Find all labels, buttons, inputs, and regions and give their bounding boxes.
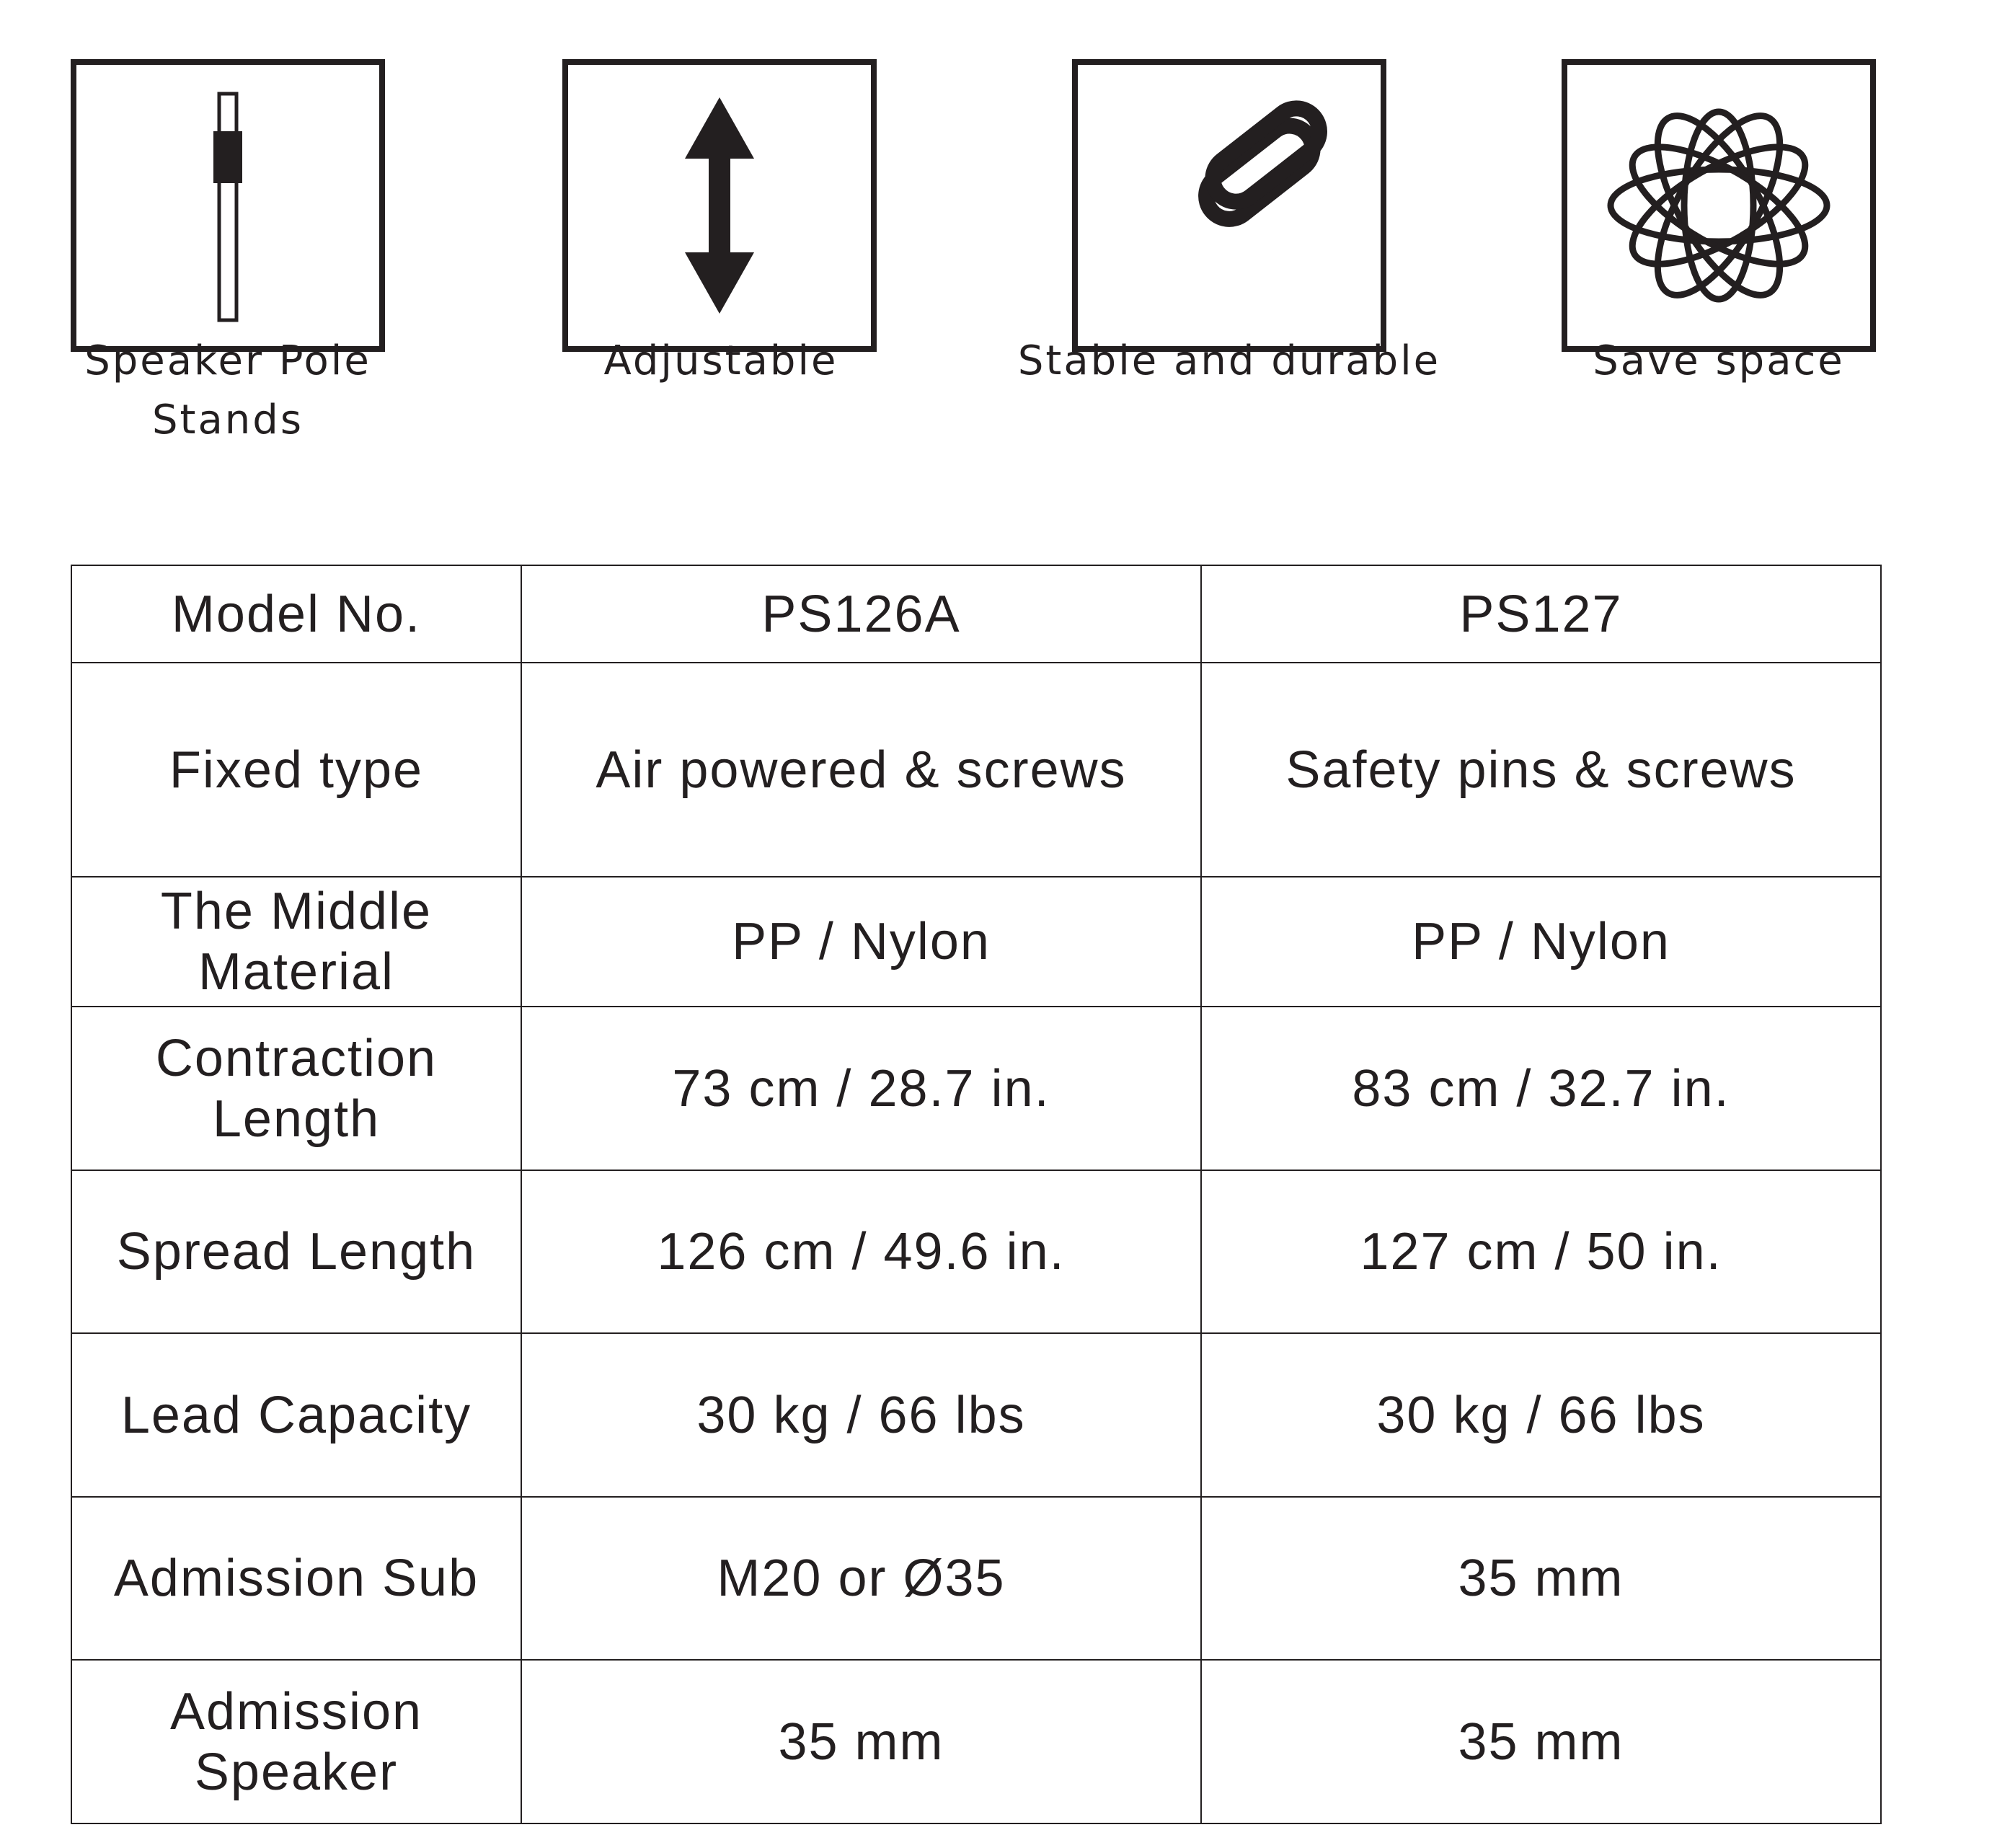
speaker-pole-icon (192, 87, 264, 324)
header-label-cell: Model No. (71, 565, 521, 663)
row-label-line2: Material (198, 943, 395, 1001)
row-value-cell: PP / Nylon (1201, 877, 1881, 1007)
feature-caption-speaker-pole (0, 332, 480, 450)
double-arrow-icon (676, 90, 763, 321)
knot-icon (1596, 90, 1841, 321)
chain-link-icon (1099, 97, 1359, 314)
row-value-cell: M20 or Ø35 (521, 1497, 1201, 1660)
feature-stable (1072, 59, 1386, 352)
table-row (71, 877, 1881, 1007)
feature-icon-frame (1072, 59, 1386, 352)
row-value-cell: 35 mm (1201, 1497, 1881, 1660)
feature-caption-adjustable (469, 332, 973, 391)
feature-speaker-pole (71, 59, 385, 352)
feature-label-line1: Stable and durable (1017, 337, 1441, 384)
row-value-cell: Air powered & screws (521, 663, 1201, 877)
table-row (71, 1007, 1881, 1170)
row-value-cell: PP / Nylon (521, 877, 1201, 1007)
feature-caption-save-space (1466, 332, 1971, 391)
row-value-cell: 35 mm (1201, 1660, 1881, 1823)
row-label-line2: Length (212, 1089, 381, 1148)
table-header-row (71, 565, 1881, 663)
feature-label-line1: Save space (1593, 337, 1845, 384)
row-label-line1: The Middle (160, 883, 433, 940)
row-value-cell: 30 kg / 66 lbs (1201, 1333, 1881, 1497)
row-label-line1: Admission Sub (113, 1549, 479, 1607)
row-value-cell: 73 cm / 28.7 in. (521, 1007, 1201, 1170)
table-row (71, 1170, 1881, 1333)
spec-table (71, 565, 1882, 1824)
row-label-line1: Lead Capacity (120, 1386, 472, 1444)
row-label-line2: Speaker (194, 1743, 399, 1801)
feature-save-space (1562, 59, 1876, 352)
row-value-cell: Safety pins & screws (1201, 663, 1881, 877)
row-label-cell (71, 663, 521, 877)
row-label-cell (71, 1170, 521, 1333)
table-row (71, 1333, 1881, 1497)
table-row (71, 1660, 1881, 1823)
feature-icon-frame (71, 59, 385, 352)
feature-adjustable (562, 59, 877, 352)
feature-label-line1: Adjustable (603, 337, 838, 384)
header-model-cell: PS126A (521, 565, 1201, 663)
row-label-cell (71, 1007, 521, 1170)
row-value-cell: 30 kg / 66 lbs (521, 1333, 1201, 1497)
feature-caption-stable (977, 332, 1482, 391)
row-value-cell: 83 cm / 32.7 in. (1201, 1007, 1881, 1170)
row-label-cell (71, 877, 521, 1007)
feature-label-line1: Speaker Pole (84, 337, 371, 384)
row-value-cell: 126 cm / 49.6 in. (521, 1170, 1201, 1333)
row-value-cell: 35 mm (521, 1660, 1201, 1823)
row-value-cell: 127 cm / 50 in. (1201, 1170, 1881, 1333)
row-label-line1: Fixed type (169, 740, 424, 799)
table-row (71, 1497, 1881, 1660)
feature-label-line2: Stands (151, 397, 304, 443)
row-label-line1: Admission (169, 1682, 423, 1741)
row-label-cell (71, 1497, 521, 1660)
row-label-cell (71, 1333, 521, 1497)
row-label-line1: Spread Length (116, 1223, 477, 1281)
feature-icon-frame (1562, 59, 1876, 352)
table-row (71, 663, 1881, 877)
row-label-line1: Contraction (155, 1029, 438, 1087)
header-model-cell: PS127 (1201, 565, 1881, 663)
row-label-cell (71, 1660, 521, 1823)
feature-icon-frame (562, 59, 877, 352)
